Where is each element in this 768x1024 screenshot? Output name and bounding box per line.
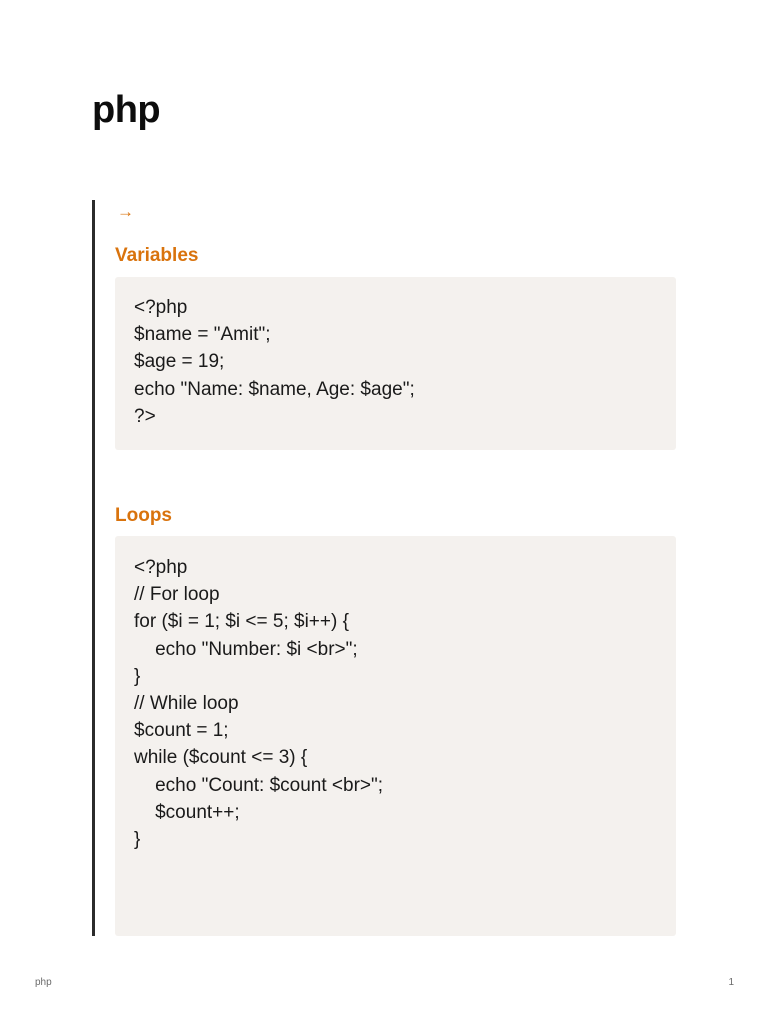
footer-document-title: php	[35, 977, 52, 988]
code-block-loops	[115, 536, 676, 936]
code-line: for ($i = 1; $i <= 5; $i++) {	[134, 611, 349, 633]
code-line: echo "Count: $count <br>";	[134, 774, 384, 796]
section-heading-variables: Variables	[115, 245, 199, 266]
callout-block	[92, 200, 679, 936]
code-line: $count++;	[134, 801, 240, 823]
code-block-variables	[115, 277, 676, 450]
section-heading-loops: Loops	[115, 505, 172, 526]
code-line: }	[134, 829, 141, 851]
code-line: }	[134, 665, 141, 687]
code-line: <?php	[134, 557, 188, 578]
footer-page-number: 1	[728, 977, 734, 988]
code-line: // For loop	[134, 584, 220, 606]
code-line: echo "Name: $name, Age: $age";	[134, 378, 415, 400]
code-line: <?php	[134, 297, 188, 318]
code-line: // While loop	[134, 693, 239, 715]
arrow-right-icon: →	[117, 202, 134, 221]
code-line: $age = 19;	[134, 351, 225, 373]
code-line: $count = 1;	[134, 720, 229, 742]
code-line: while ($count <= 3) {	[134, 747, 308, 769]
code-line: echo "Number: $i <br>";	[134, 638, 358, 660]
page-title: php	[92, 89, 161, 131]
code-line: ?>	[134, 405, 156, 427]
code-line: $name = "Amit";	[134, 324, 271, 346]
